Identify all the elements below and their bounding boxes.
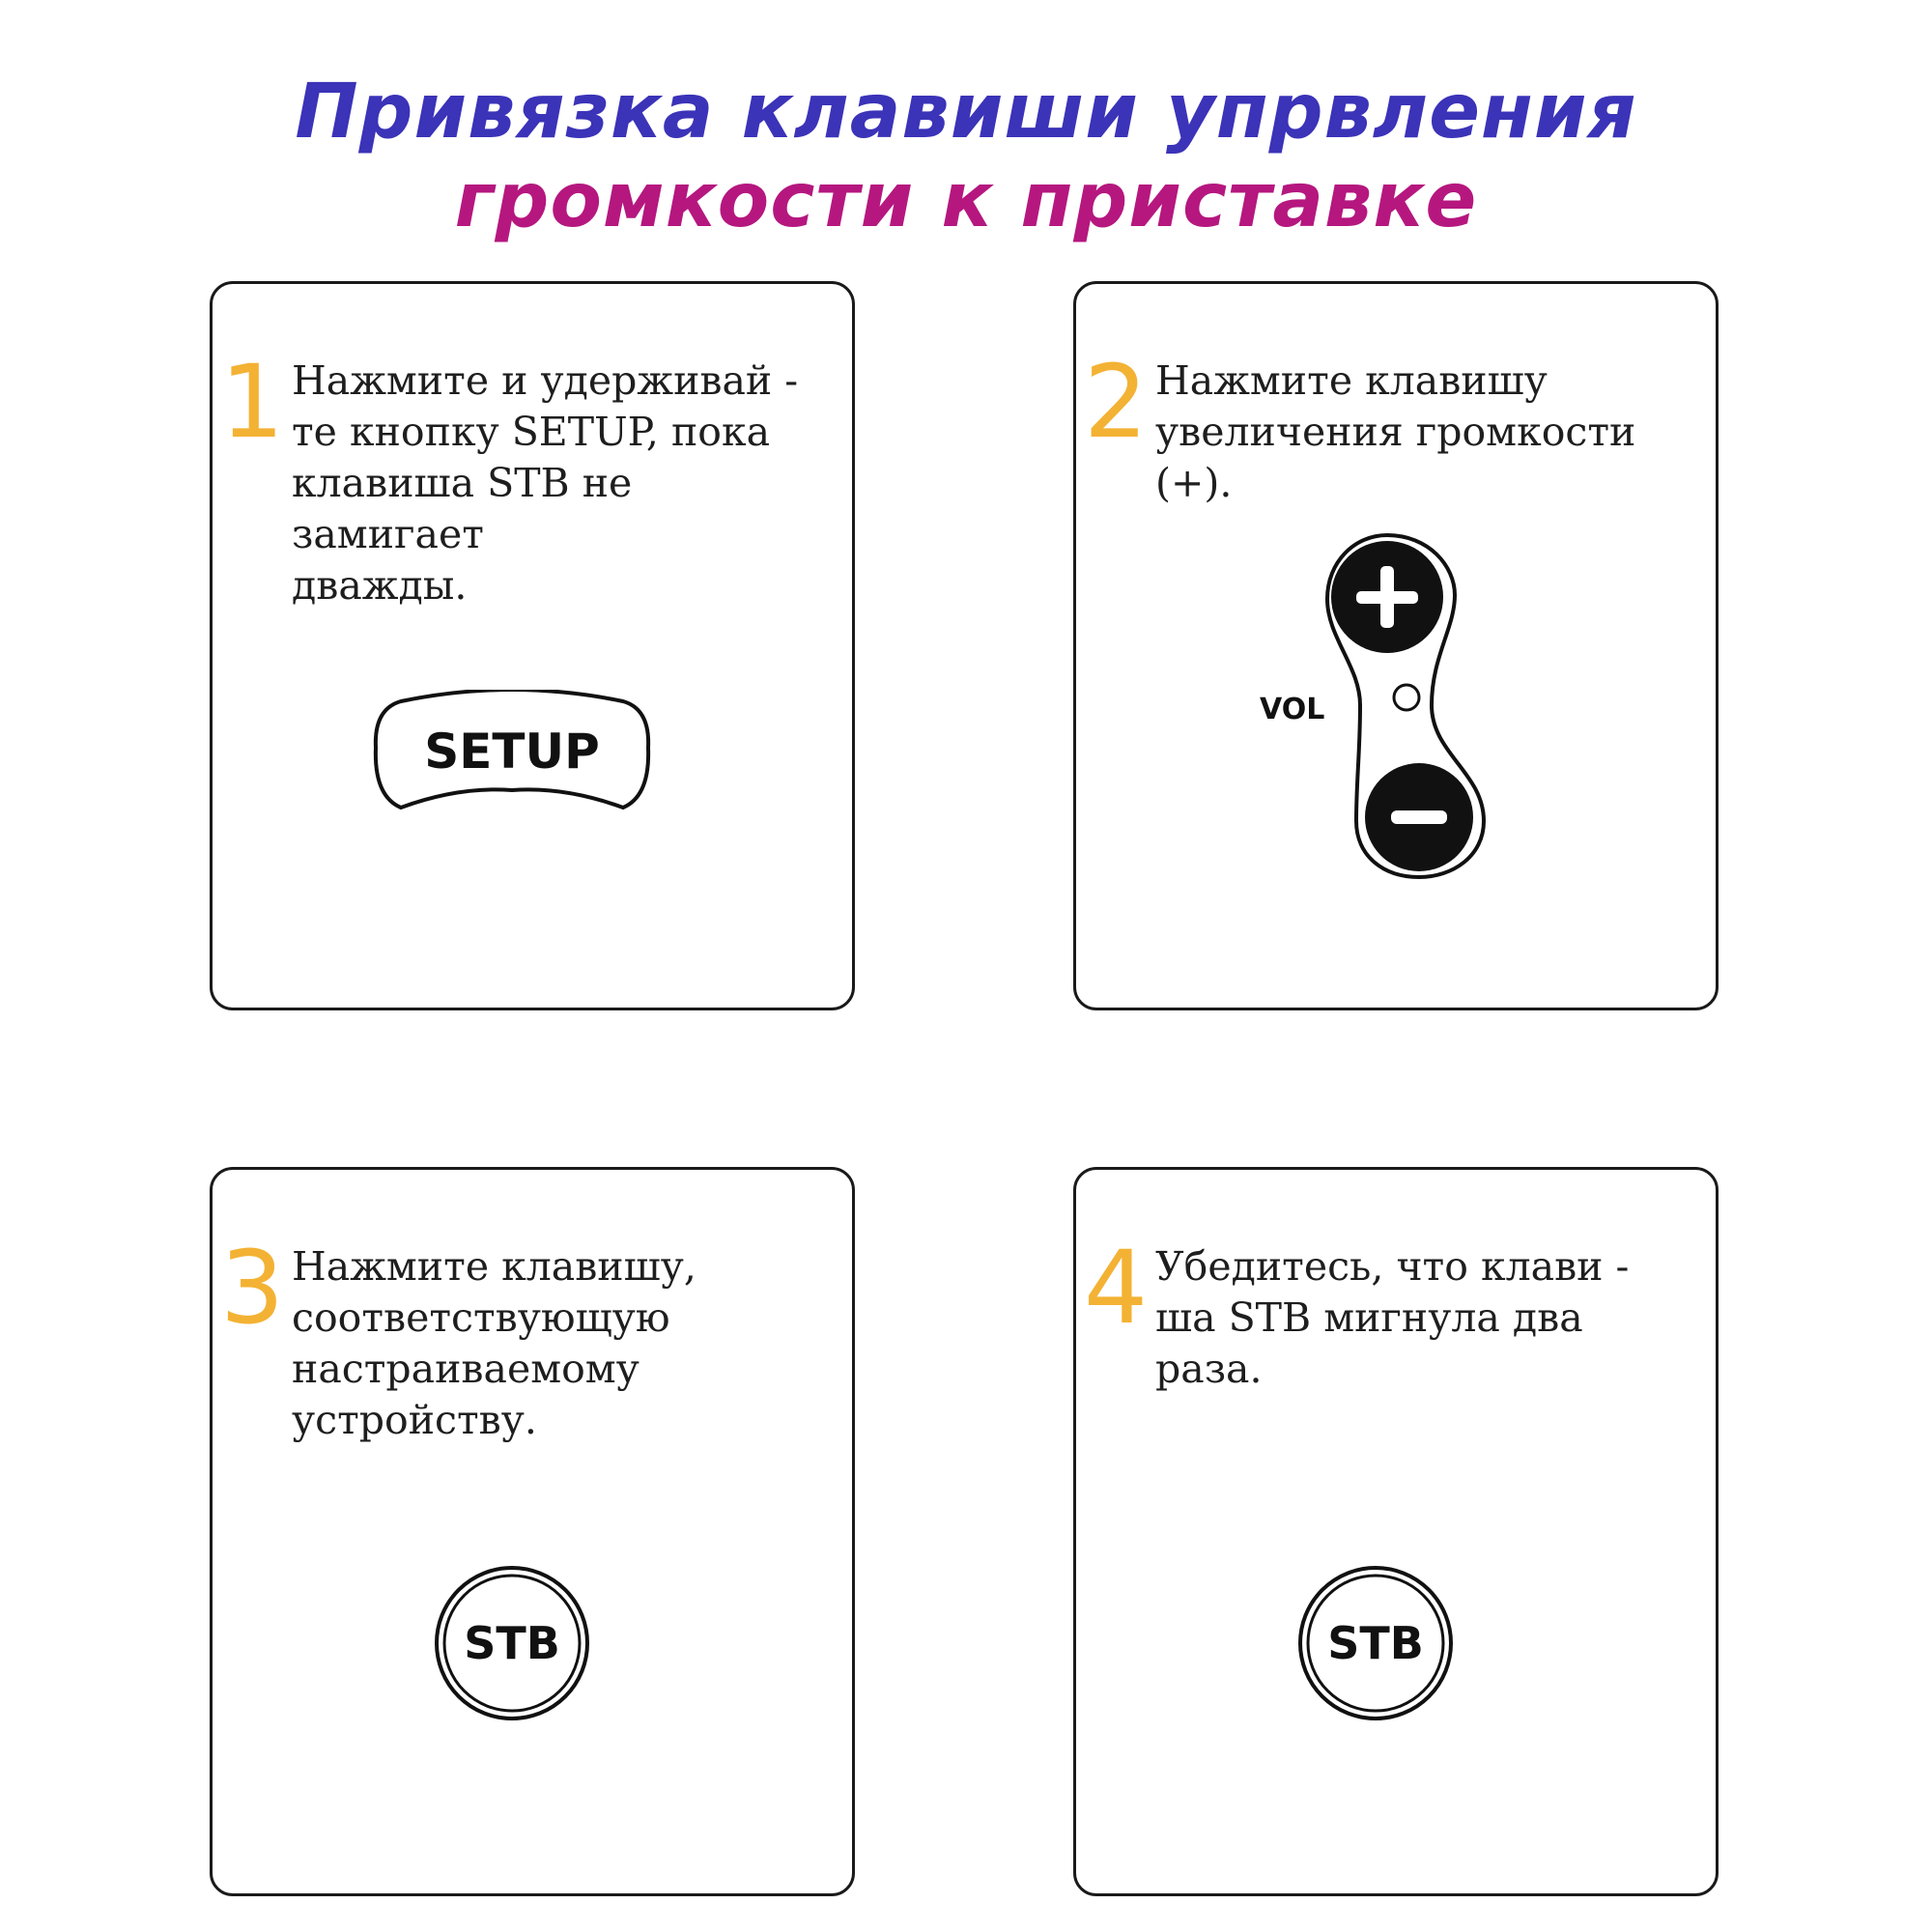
setup-button-icon — [372, 690, 652, 815]
step-instruction: Убедитесь, что клави - ша STB мигнула два раза. — [1155, 1243, 1630, 1392]
volume-rocker-icon — [1260, 531, 1511, 879]
step-instruction: Нажмите клавишу, соответствующую настраиваемому устройству. — [292, 1243, 696, 1443]
title-line-2: громкости к приставке — [454, 157, 1478, 244]
step-number: 4 — [1084, 1229, 1149, 1347]
setup-label: SETUP — [424, 724, 600, 780]
page-title — [0, 68, 1932, 245]
step-card-3 — [210, 1167, 855, 1896]
stb-button-icon — [433, 1564, 591, 1722]
stb-label: STB — [464, 1617, 560, 1669]
title-line-1: Привязка клавиши упрвления — [295, 69, 1637, 156]
stb-label: STB — [1327, 1617, 1424, 1669]
step-number: 3 — [220, 1229, 285, 1347]
step-card-1 — [210, 281, 855, 1010]
step-card-2 — [1073, 281, 1719, 1010]
step-number: 1 — [220, 343, 285, 461]
vol-label: VOL — [1260, 693, 1325, 726]
step-card-4 — [1073, 1167, 1719, 1896]
step-instruction: Нажмите и удерживай - те кнопку SETUP, пока клавиша STB не замигает дважды. — [292, 357, 799, 609]
step-number: 2 — [1084, 343, 1149, 461]
step-instruction: Нажмите клавишу увеличения громкости (+). — [1155, 357, 1636, 506]
stb-button-icon — [1296, 1564, 1455, 1722]
